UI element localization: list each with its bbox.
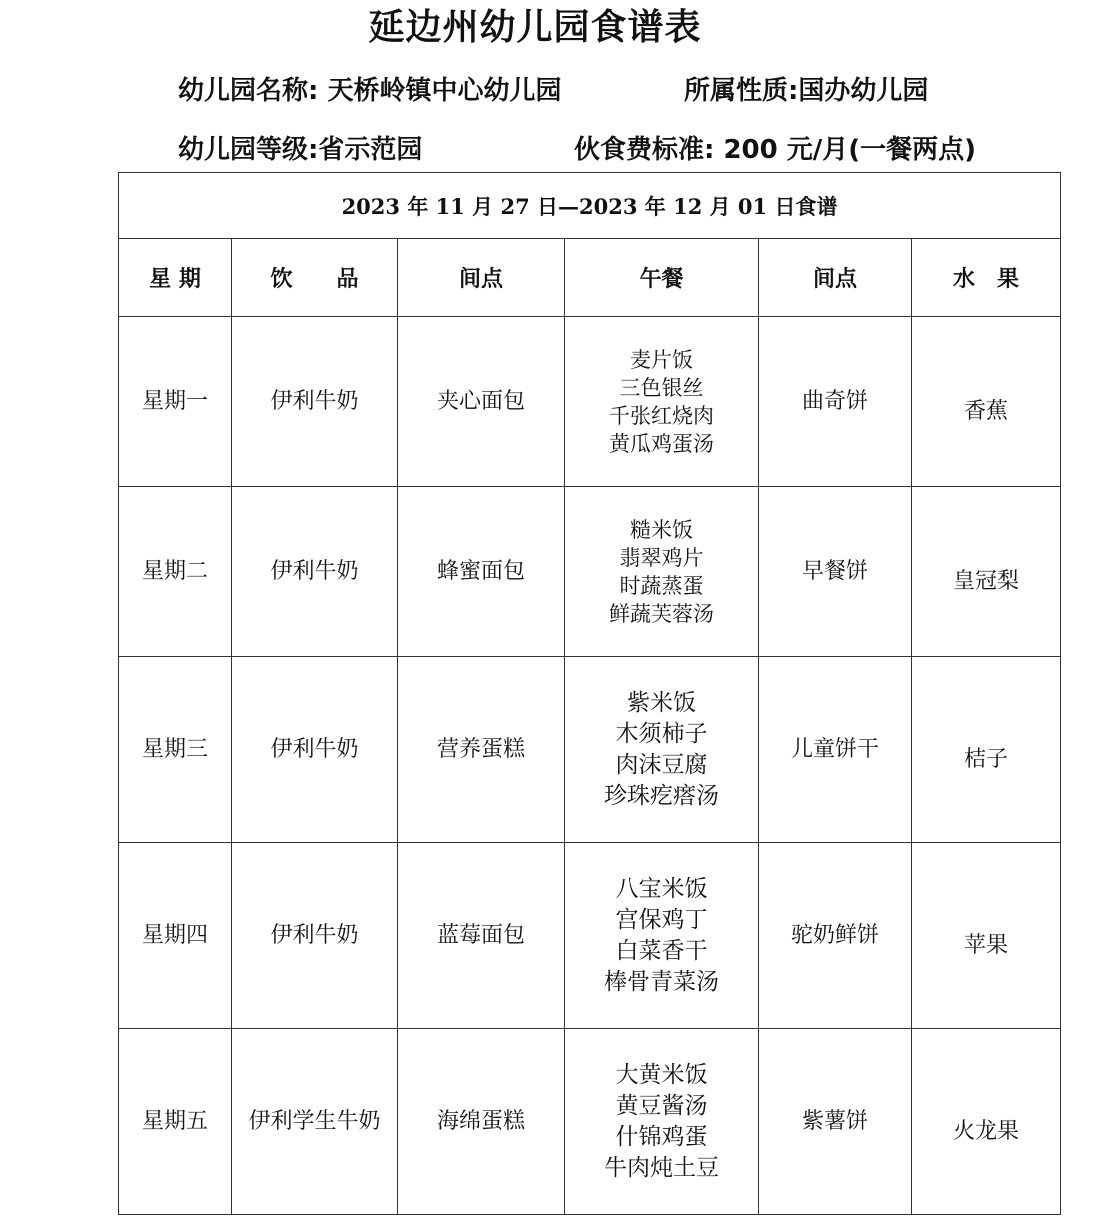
drink-cell: 伊利牛奶 xyxy=(232,487,398,657)
header-drink: 饮 品 xyxy=(232,239,398,317)
fruit-cell xyxy=(912,1029,1061,1215)
lunch-cell xyxy=(565,657,759,843)
fruit-label: 苹果 xyxy=(964,932,1009,958)
lunch-item: 黄瓜鸡蛋汤 xyxy=(609,431,714,456)
fruit-label: 火龙果 xyxy=(953,1118,1020,1144)
lunch-item: 千张红烧肉 xyxy=(609,403,714,428)
table-row xyxy=(119,657,1061,843)
weekly-menu-table xyxy=(118,172,1061,1215)
header-day: 星 期 xyxy=(119,239,232,317)
lunch-item: 麦片饭 xyxy=(630,347,693,372)
drink-cell: 伊利学生牛奶 xyxy=(232,1029,398,1215)
fruit-label: 香蕉 xyxy=(964,398,1009,424)
lunch-item: 肉沫豆腐 xyxy=(615,751,708,778)
snack-morning-cell: 蓝莓面包 xyxy=(398,843,565,1029)
lunch-item: 珍珠疙瘩汤 xyxy=(604,782,719,809)
date-range-row xyxy=(119,173,1061,239)
snack-morning-cell: 蜂蜜面包 xyxy=(398,487,565,657)
lunch-cell xyxy=(565,317,759,487)
snack-morning-cell: 海绵蛋糕 xyxy=(398,1029,565,1215)
fruit-label: 皇冠梨 xyxy=(953,568,1020,594)
lunch-item: 白菜香干 xyxy=(615,937,708,964)
lunch-cell xyxy=(565,843,759,1029)
fruit-label: 桔子 xyxy=(964,746,1009,772)
snack-afternoon-cell: 驼奶鲜饼 xyxy=(759,843,912,1029)
header-row xyxy=(119,239,1061,317)
snack-afternoon-cell: 曲奇饼 xyxy=(759,317,912,487)
fruit-cell xyxy=(912,487,1061,657)
fruit-cell xyxy=(912,657,1061,843)
lunch-item: 棒骨青菜汤 xyxy=(604,968,719,995)
snack-morning-cell: 夹心面包 xyxy=(398,317,565,487)
lunch-item: 三色银丝 xyxy=(619,375,704,400)
header-snack-afternoon: 间点 xyxy=(759,239,912,317)
page-title: 延边州幼儿园食谱表 xyxy=(368,7,702,48)
lunch-item: 糙米饭 xyxy=(630,517,693,542)
lunch-item: 八宝米饭 xyxy=(615,875,708,902)
day-cell: 星期一 xyxy=(119,317,232,487)
table-row xyxy=(119,487,1061,657)
lunch-cell xyxy=(565,1029,759,1215)
kindergarten-name: 幼儿园名称: 天桥岭镇中心幼儿园 xyxy=(178,76,562,106)
day-cell: 星期四 xyxy=(119,843,232,1029)
lunch-cell xyxy=(565,487,759,657)
header-fruit: 水 果 xyxy=(912,239,1061,317)
kindergarten-nature: 所属性质:国办幼儿园 xyxy=(684,76,929,106)
kindergarten-grade: 幼儿园等级:省示范园 xyxy=(178,135,423,165)
lunch-item: 大黄米饭 xyxy=(615,1061,708,1088)
lunch-item: 紫米饭 xyxy=(627,689,696,716)
table-row xyxy=(119,317,1061,487)
date-range: 2023 年 11 月 27 日—2023 年 12 月 01 日食谱 xyxy=(119,173,1061,239)
lunch-item: 牛肉炖土豆 xyxy=(604,1154,719,1181)
day-cell: 星期三 xyxy=(119,657,232,843)
snack-afternoon-cell: 早餐饼 xyxy=(759,487,912,657)
lunch-item: 翡翠鸡片 xyxy=(619,545,704,570)
lunch-item: 鲜蔬芙蓉汤 xyxy=(609,601,714,626)
fruit-cell xyxy=(912,317,1061,487)
header-lunch: 午餐 xyxy=(565,239,759,317)
snack-afternoon-cell: 紫薯饼 xyxy=(759,1029,912,1215)
snack-afternoon-cell: 儿童饼干 xyxy=(759,657,912,843)
drink-cell: 伊利牛奶 xyxy=(232,657,398,843)
table-row xyxy=(119,1029,1061,1215)
fruit-cell xyxy=(912,843,1061,1029)
lunch-item: 什锦鸡蛋 xyxy=(615,1123,708,1150)
lunch-item: 宫保鸡丁 xyxy=(615,906,708,933)
drink-cell: 伊利牛奶 xyxy=(232,317,398,487)
day-cell: 星期五 xyxy=(119,1029,232,1215)
meal-fee-standard: 伙食费标准: 200 元/月(一餐两点) xyxy=(574,135,977,165)
snack-morning-cell: 营养蛋糕 xyxy=(398,657,565,843)
lunch-item: 木须柿子 xyxy=(615,720,708,747)
table-row xyxy=(119,843,1061,1029)
drink-cell: 伊利牛奶 xyxy=(232,843,398,1029)
lunch-item: 黄豆酱汤 xyxy=(615,1092,708,1119)
lunch-item: 时蔬蒸蛋 xyxy=(619,573,704,598)
header-snack-morning: 间点 xyxy=(398,239,565,317)
day-cell: 星期二 xyxy=(119,487,232,657)
